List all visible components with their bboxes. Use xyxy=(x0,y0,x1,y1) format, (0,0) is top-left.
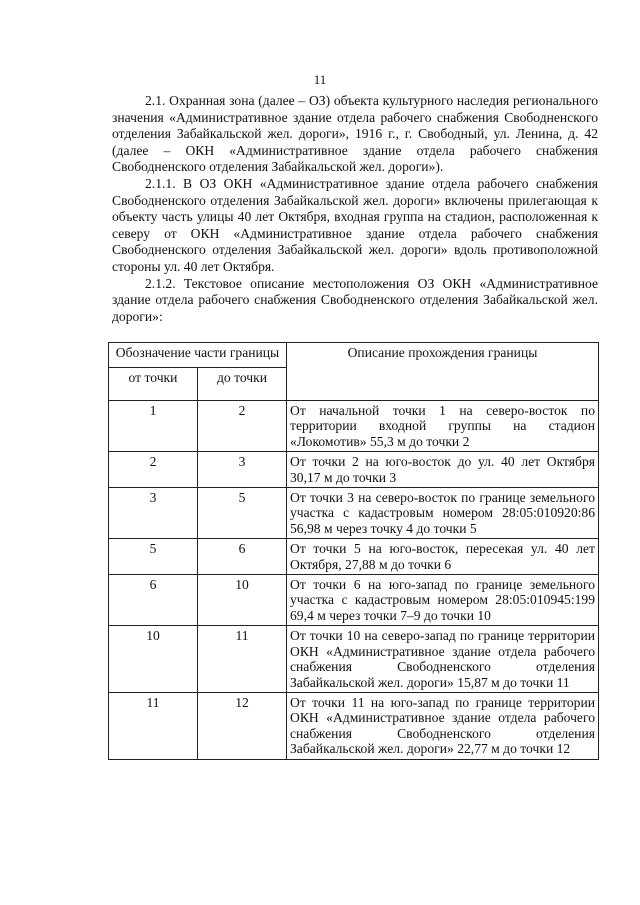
paragraph-2-1-1: 2.1.1. В ОЗ ОКН «Административное здание отдела рабочего снабжения Свободненского отделения Забайкальской жел. дороги» включены прилегающая к объекту часть улицы 40 лет Октября, входная группа на стадион, расположенная к северу от ОКН «Административное здание отдела рабочего снабжения Свободненского отделения Забайкальской жел. дороги» вдоль противоположной стороны ул. 40 лет Октября. xyxy=(112,175,598,274)
from-point-cell: 11 xyxy=(109,692,198,759)
description-cell: От точки 3 на северо-восток по границе земельного участка с кадастровым номером 28:05:010920:86 56,98 м через точку 4 до точки 5 xyxy=(287,488,599,539)
description-cell: От точки 11 на юго-запад по границе территории ОКН «Административное здание отдела рабочего снабжения Свободненского отделения Забайкальской жел. дороги» 22,77 м до точки 12 xyxy=(287,692,599,759)
description-cell: От точки 5 на юго-восток, пересекая ул. 40 лет Октября, 27,88 м до точки 6 xyxy=(287,539,599,575)
to-point-cell: 11 xyxy=(198,626,287,693)
to-point-cell: 5 xyxy=(198,488,287,539)
table-row xyxy=(109,692,599,759)
description-cell: От начальной точки 1 на северо-восток по территории входной группы на стадион «Локомотив» 55,3 м до точки 2 xyxy=(287,401,599,452)
to-point-cell: 3 xyxy=(198,452,287,488)
from-point-cell: 5 xyxy=(109,539,198,575)
page-number: 11 xyxy=(313,72,327,87)
description-cell: От точки 10 на северо-запад по границе территории ОКН «Административное здание отдела рабочего снабжения Свободненского отделения Забайкальской жел. дороги» 15,87 м до точки 11 xyxy=(287,626,599,693)
paragraph-2-1-2: 2.1.2. Текстовое описание местоположения ОЗ ОКН «Административное здание отдела рабочего снабжения Свободненского отделения Забайкальской жел. дороги»: xyxy=(112,275,598,324)
from-point-cell: 1 xyxy=(109,401,198,452)
from-point-cell: 10 xyxy=(109,626,198,693)
table-row xyxy=(109,539,599,575)
table-row xyxy=(109,401,599,452)
description-cell: От точки 6 на юго-запад по границе земельного участка с кадастровым номером 28:05:010945:199 69,4 м через точки 7–9 до точки 10 xyxy=(287,575,599,626)
from-point-cell: 2 xyxy=(109,452,198,488)
body-text xyxy=(112,93,598,325)
header-to-point: до точки xyxy=(198,368,287,401)
from-point-cell: 6 xyxy=(109,575,198,626)
to-point-cell: 10 xyxy=(198,575,287,626)
to-point-cell: 6 xyxy=(198,539,287,575)
paragraph-2-1: 2.1. Охранная зона (далее – ОЗ) объекта культурного наследия регионального значения «Административное здание отдела рабочего снабжения Свободненского отделения Забайкальской жел. дороги», 1916 г., г. Свободный, ул. Ленина, д. 42 (далее – ОКН «Административное здание отдела рабочего снабжения Свободненского отделения Забайкальской жел. дороги»). xyxy=(112,93,598,175)
table-row xyxy=(109,575,599,626)
table-row xyxy=(109,626,599,693)
description-cell: От точки 2 на юго-восток до ул. 40 лет Октября 30,17 м до точки 3 xyxy=(287,452,599,488)
boundary-table xyxy=(108,342,599,760)
table-row xyxy=(109,452,599,488)
to-point-cell: 12 xyxy=(198,692,287,759)
header-description: Описание прохождения границы xyxy=(287,343,599,401)
to-point-cell: 2 xyxy=(198,401,287,452)
table-row xyxy=(109,488,599,539)
from-point-cell: 3 xyxy=(109,488,198,539)
header-from-point: от точки xyxy=(109,368,198,401)
header-boundary-part: Обозначение части границы xyxy=(109,343,287,368)
